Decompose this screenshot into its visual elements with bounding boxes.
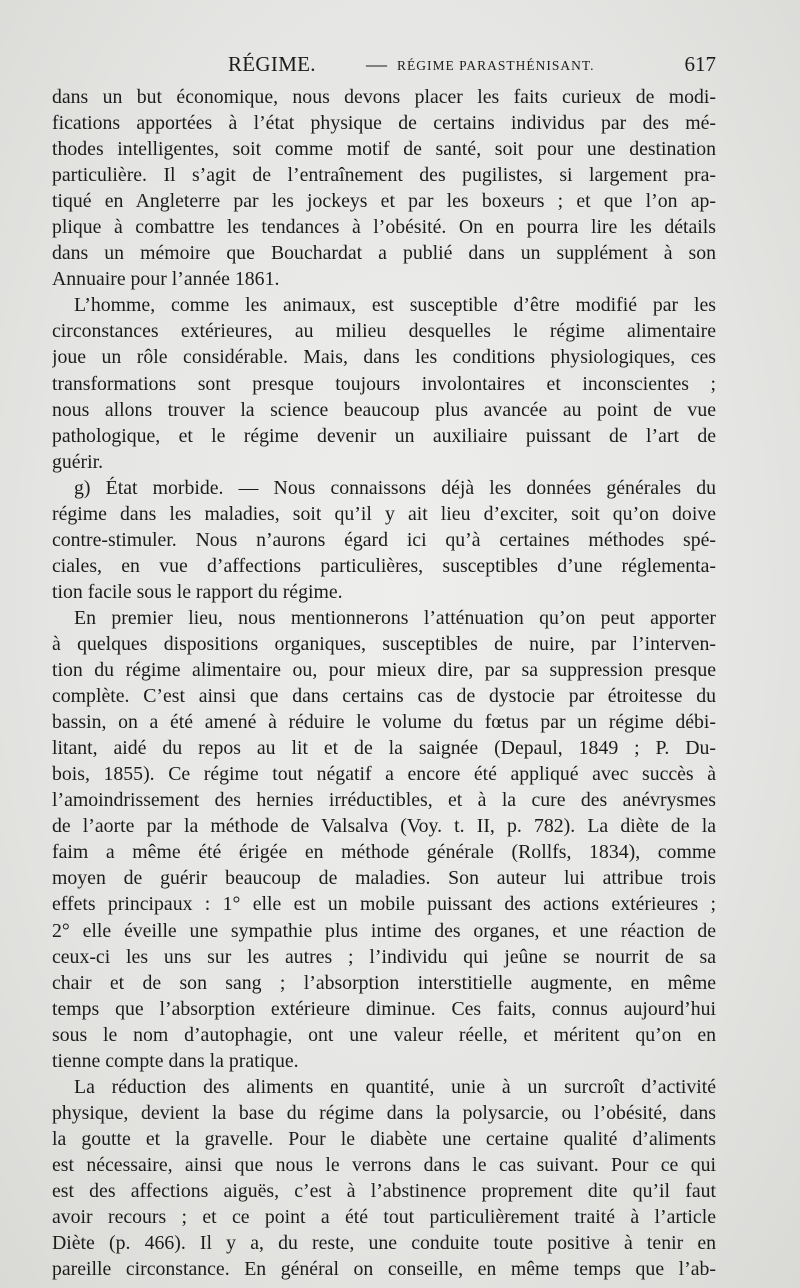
text-line: pathologique, et le régime devenir un auxiliaire puissant de l’art de [52, 424, 716, 447]
text-line: tion du régime alimentaire ou, pour mieux dire, par sa suppression presque [52, 659, 716, 682]
text-line: est des affections aiguës, c’est à l’abstinence proprement dite qu’il faut [52, 1179, 716, 1202]
text-line: ceux-ci les uns sur les autres ; l’individu qui jeûne se nourrit de sa [52, 945, 716, 968]
text-line: ciales, en vue d’affections particulières, susceptibles d’une réglementa- [52, 554, 716, 577]
text-line: 2° elle éveille une sympathie plus intime des organes, et une réaction de [52, 919, 716, 942]
text-line: particulière. Il s’agit de l’entraînement des pugilistes, si largement pra- [52, 164, 716, 187]
text-line: dans un mémoire que Bouchardat a publié dans un supplément à son [52, 242, 716, 265]
text-line: tiqué en Angleterre par les jockeys et par les boxeurs ; et que l’on ap- [52, 190, 716, 213]
text-line: sous le nom d’autophagie, ont une valeur réelle, et méritent qu’on en [52, 1023, 716, 1046]
text-line: fications apportées à l’état physique de certains individus par des mé- [52, 112, 716, 135]
text-line: bassin, on a été amené à réduire le volume du fœtus par un régime débi- [52, 711, 716, 734]
text-line: guérir. [52, 450, 104, 473]
text-line: la goutte et la gravelle. Pour le diabète une certaine qualité d’aliments [52, 1127, 716, 1150]
text-line: pareille circonstance. En général on conseille, en même temps que l’ab- [52, 1258, 716, 1281]
text-line: physique, devient la base du régime dans la polysarcie, ou l’obésité, dans [52, 1101, 716, 1124]
running-head-dash: — [366, 52, 387, 76]
text-line: tienne compte dans la pratique. [52, 1049, 299, 1072]
text-line: plique à combattre les tendances à l’obésité. On en pourra lire les détails [52, 216, 716, 239]
text-line: En premier lieu, nous mentionnerons l’atténuation qu’on peut apporter [74, 606, 716, 629]
page-number: 617 [684, 52, 716, 76]
text-line: l’amoindrissement des hernies irréductibles, et à la cure des anévrysmes [52, 789, 716, 812]
running-head-subtitle: RÉGIME PARASTHÉNISANT. [397, 58, 595, 73]
text-line: chair et de son sang ; l’absorption interstitielle augmente, en même [52, 971, 716, 994]
text-line: contre-stimuler. Nous n’aurons égard ici qu’à certaines méthodes spé- [52, 528, 716, 551]
text-line: est nécessaire, ainsi que nous le verrons dans le cas suivant. Pour ce qui [52, 1153, 716, 1176]
text-line: effets principaux : 1° elle est un mobile puissant des actions extérieures ; [52, 893, 716, 916]
text-line: bois, 1855). Ce régime tout négatif a encore été appliqué avec succès à [52, 763, 716, 786]
running-head-title: RÉGIME. [228, 52, 316, 76]
text-line: L’homme, comme les animaux, est susceptible d’être modifié par les [74, 294, 716, 317]
text-line: dans un but économique, nous devons placer les faits curieux de modi- [52, 86, 716, 108]
text-line: avoir recours ; et ce point a été tout particulièrement traité à l’article [52, 1206, 716, 1229]
text-line: régime dans les maladies, soit qu’il y ait lieu d’exciter, soit qu’on doive [52, 502, 716, 525]
text-line: g) État morbide. — Nous connaissons déjà les données générales du [74, 476, 716, 499]
text-line: litant, aidé du repos au lit et de la saignée (Depaul, 1849 ; P. Du- [52, 737, 716, 760]
running-head [52, 52, 716, 82]
text-line: Annuaire pour l’année 1861. [52, 268, 280, 291]
text-line: joue un rôle considérable. Mais, dans les conditions physiologiques, ces [52, 346, 716, 369]
text-line: thodes intelligentes, soit comme motif de santé, soit pour une destination [52, 138, 716, 161]
text-line: à quelques dispositions organiques, susceptibles de nuire, par l’interven- [52, 632, 716, 655]
text-line: de l’aorte par la méthode de Valsalva (Voy. t. II, p. 782). La diète de la [52, 815, 716, 838]
text-line: Diète (p. 466). Il y a, du reste, une conduite toute positive à tenir en [52, 1232, 716, 1255]
text-line: faim a même été érigée en méthode générale (Rollfs, 1834), comme [52, 841, 716, 864]
text-line: La réduction des aliments en quantité, unie à un surcroît d’activité [74, 1075, 716, 1098]
text-line: temps que l’absorption extérieure diminue. Ces faits, connus aujourd’hui [52, 997, 716, 1020]
text-line: moyen de guérir beaucoup de maladies. Son auteur lui attribue trois [52, 867, 716, 890]
text-line: transformations sont presque toujours involontaires et inconscientes ; [52, 372, 716, 395]
text-line: tion facile sous le rapport du régime. [52, 580, 343, 603]
text-line: circonstances extérieures, au milieu desquelles le régime alimentaire [52, 320, 716, 343]
text-line: nous allons trouver la science beaucoup plus avancée au point de vue [52, 398, 716, 421]
text-line: complète. C’est ainsi que dans certains cas de dystocie par étroitesse du [52, 685, 716, 708]
body-text [52, 84, 716, 1282]
